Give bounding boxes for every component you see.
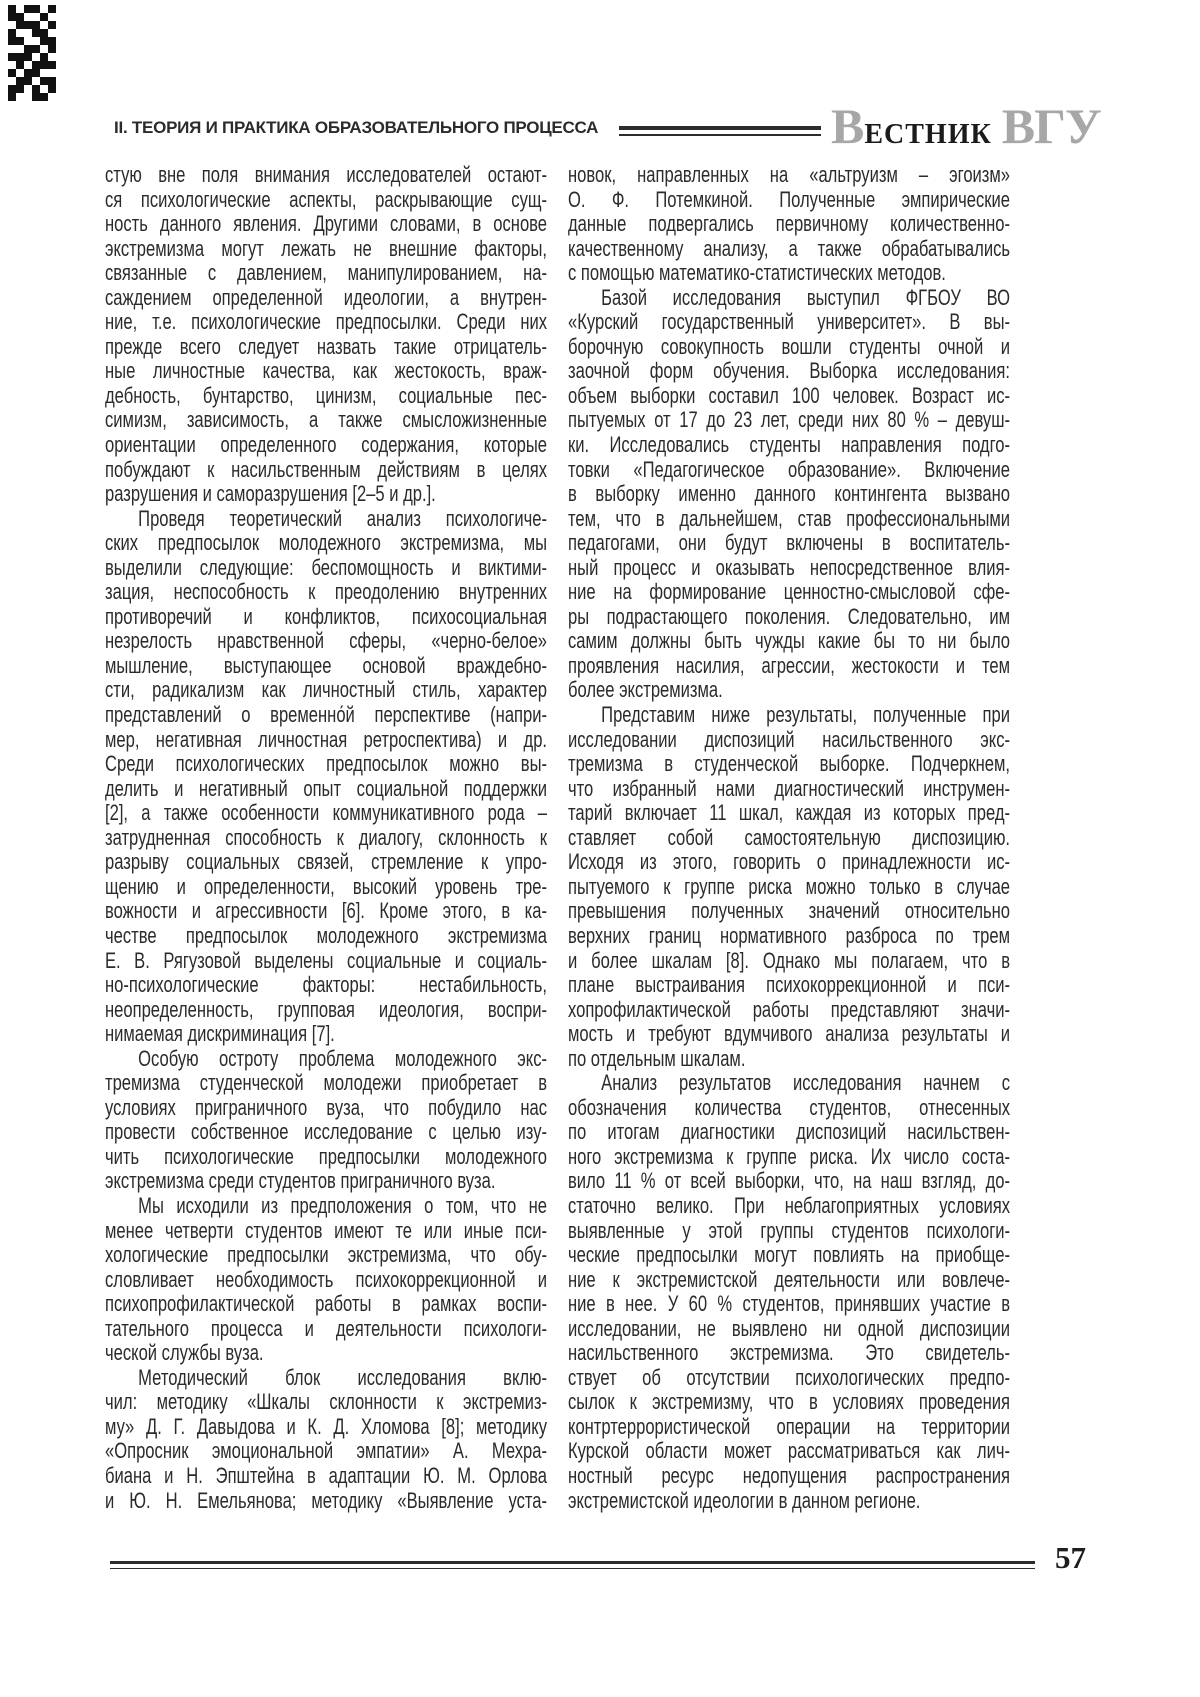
marker-cell [40, 85, 48, 93]
text-line: исследовании диспозиций насильственного экс- [568, 726, 1011, 752]
text-line: ры подрастающего поколения. Следовательно, им [568, 603, 1011, 629]
text-line: неопределенность, групповая идеология, воспри- [105, 996, 548, 1022]
marker-cell [8, 37, 16, 45]
marker-cell [24, 77, 32, 85]
marker-cell [32, 5, 40, 13]
text-column-left [105, 163, 547, 1513]
text-line: хопрофилактической работы представляют значи- [568, 996, 1011, 1022]
text-line: ность данного явления. Другими словами, в основе [105, 211, 548, 237]
marker-cell [24, 93, 32, 101]
marker-cell [40, 21, 48, 29]
text-line: обозначения количества студентов, отнесенных [568, 1094, 1011, 1120]
text-line: разрыву социальных связей, стремление к упро- [105, 849, 548, 875]
marker-cell [32, 77, 40, 85]
marker-cell [8, 13, 16, 21]
marker-cell [16, 21, 24, 29]
text-line: Мы исходили из предположения о том, что не [138, 1192, 548, 1218]
text-line: ся психологические аспекты, раскрывающие сущ- [105, 186, 548, 212]
marker-cell [8, 61, 16, 69]
text-line: пытуемого к группе риска можно только в случае [568, 873, 1011, 899]
marker-cell [24, 53, 32, 61]
text-line: новок, направленных на «альтруизм – эгоизм» [568, 162, 1011, 187]
journal-logo-name: ЕСТНИК [864, 119, 992, 150]
text-line: проявления насилия, агрессии, жестокости и тем [568, 652, 1011, 678]
marker-cell [8, 69, 16, 77]
text-line: О. Ф. Потемкиной. Полученные эмпирические [568, 186, 1011, 212]
text-line: чить психологические предпосылки молодежного [105, 1143, 548, 1169]
text-line: Методический блок исследования вклю- [138, 1364, 548, 1390]
marker-cell [24, 13, 32, 21]
text-line: Курской области может рассматриваться как лич- [568, 1438, 1011, 1464]
text-line: ностный ресурс недопущения распространения [568, 1462, 1011, 1488]
marker-cell [24, 61, 32, 69]
text-line: экстремизма среди студентов приграничного вуза. [105, 1168, 496, 1194]
text-line: дебность, бунтарство, цинизм, социальные пес- [105, 382, 548, 408]
text-line: затрудненная способность к диалогу, склонность к [105, 824, 548, 850]
marker-cell [40, 5, 48, 13]
marker-cell [32, 69, 40, 77]
marker-cell [48, 93, 56, 101]
text-line: вило 11 % от всей выборки, что, на наш взгляд, до- [568, 1168, 1011, 1194]
marker-cell [32, 85, 40, 93]
text-line: данные подвергались первичному количественно- [568, 211, 1011, 237]
marker-cell [16, 37, 24, 45]
text-line: му» Д. Г. Давыдова и К. Д. Хломова [8]; методику [105, 1413, 548, 1439]
text-line: ного экстремизма к группе риска. Их число соста- [568, 1143, 1011, 1169]
text-line: ских предпосылок молодежного экстремизма, мы [105, 530, 548, 556]
text-line: тремизма студенческой молодежи приобретает в [105, 1070, 548, 1096]
marker-cell [24, 29, 32, 37]
header-divider-rule [619, 126, 821, 136]
marker-cell [24, 37, 32, 45]
marker-cell [32, 53, 40, 61]
marker-cell [16, 29, 24, 37]
marker-cell [16, 69, 24, 77]
marker-cell [40, 61, 48, 69]
text-line: выделили следующие: беспомощность и виктими- [105, 554, 548, 580]
text-line: противоречий и конфликтов, психосоциальная [105, 603, 548, 629]
text-line: представлений о временно́й перспективе (напри- [105, 702, 548, 728]
marker-cell [32, 29, 40, 37]
text-line: по итогам диагностики диспозиций насильствен- [568, 1119, 1011, 1145]
text-line: ный процесс и оказывать непосредственное влия- [568, 554, 1011, 580]
marker-cell [24, 5, 32, 13]
text-line: хологические предпосылки экстремизма, что обу- [105, 1242, 548, 1268]
text-line: провести собственное исследование с целью изу- [105, 1119, 548, 1145]
marker-cell [8, 45, 16, 53]
marker-cell [32, 21, 40, 29]
marker-cell [32, 61, 40, 69]
text-line: ки. Исследовались студенты направления подго- [568, 432, 1011, 458]
marker-cell [32, 37, 40, 45]
text-line: Особую остроту проблема молодежного экс- [138, 1045, 548, 1071]
marker-cell [8, 85, 16, 93]
marker-cell [16, 77, 24, 85]
marker-cell [48, 21, 56, 29]
marker-cell [8, 29, 16, 37]
text-line: биана и Н. Эпштейна в адаптации Ю. М. Орлова [105, 1462, 548, 1488]
text-line: самим должны быть чужды какие бы то ни было [568, 628, 1011, 654]
text-line: Базой исследования выступил ФГБОУ ВО [601, 284, 1011, 310]
text-column-right [568, 163, 1010, 1513]
text-line: менее четверти студентов имеют те или иные пси- [105, 1217, 548, 1243]
text-line: ствует об отсутствии психологических предпо- [568, 1364, 1011, 1390]
text-line: ческой службы вуза. [105, 1340, 264, 1366]
text-line: мость и требуют вдумчивого анализа результаты и [568, 1021, 1011, 1047]
text-line: превышения полученных значений относительно [568, 898, 1011, 924]
marker-cell [16, 85, 24, 93]
marker-cell [8, 93, 16, 101]
text-line: побуждают к насильственным действиям в целях [105, 456, 548, 482]
marker-cell [16, 93, 24, 101]
text-line: ние на формирование ценностно-смысловой сфе- [568, 579, 1011, 605]
marker-cell [8, 21, 16, 29]
text-line: Е. В. Рягузовой выделены социальные и социаль- [105, 947, 548, 973]
marker-cell [48, 37, 56, 45]
marker-cell [16, 5, 24, 13]
corner-marker [8, 5, 56, 101]
text-line: ческие предпосылки могут повлиять на приобще- [568, 1242, 1011, 1268]
marker-cell [16, 13, 24, 21]
text-line: психопрофилактической работы в рамках воспи- [105, 1291, 548, 1317]
page-number: 57 [1055, 1540, 1086, 1575]
marker-cell [8, 53, 16, 61]
text-line: чил: методику «Шкалы склонности к экстремиз- [105, 1389, 548, 1415]
marker-cell [8, 77, 16, 85]
marker-cell [40, 53, 48, 61]
text-line: ние в нее. У 60 % студентов, принявших участие в [568, 1291, 1011, 1317]
text-line: Проведя теоретический анализ психологиче- [138, 505, 548, 531]
text-line: Представим ниже результаты, полученные при [601, 702, 1011, 728]
marker-cell [48, 85, 56, 93]
text-line: разрушения и саморазрушения [2–5 и др.]. [105, 481, 436, 507]
marker-cell [24, 69, 32, 77]
marker-cell [40, 13, 48, 21]
text-line: честве предпосылок молодежного экстремизма [105, 922, 548, 948]
text-line: с помощью математико-статистических методов. [568, 260, 946, 286]
text-line: сылок к экстремизму, что в условиях проведения [568, 1389, 1011, 1415]
text-line: но-психологические факторы: нестабильность, [105, 972, 548, 998]
text-line: экстремизма могут лежать не внешние факторы, [105, 235, 548, 261]
marker-cell [48, 29, 56, 37]
marker-cell [8, 5, 16, 13]
text-line: Исходя из этого, говорить о принадлежности ис- [568, 849, 1011, 875]
text-line: контртеррористической операции на территории [568, 1413, 1011, 1439]
text-line: тремизма в студенческой выборке. Подчеркнем, [568, 751, 1011, 777]
text-line: мер, негативная личностная ретроспектива) и др. [105, 726, 548, 752]
text-line: статочно велико. При неблагоприятных условиях [568, 1192, 1011, 1218]
text-line: и более шкалам [8]. Однако мы полагаем, что в [568, 947, 1011, 973]
text-line: тарий включает 11 шкал, каждая из которых пред- [568, 800, 1011, 826]
text-line: что избранный нами диагностический инструмен- [568, 775, 1011, 801]
marker-cell [48, 53, 56, 61]
text-line: педагогами, они будут включены в воспитатель- [568, 530, 1011, 556]
text-line: верхних границ нормативного разброса по трем [568, 922, 1011, 948]
marker-cell [40, 45, 48, 53]
text-line: исследовании, не выявлено ни одной диспозиции [568, 1315, 1011, 1341]
text-line: экстремистской идеологии в данном регионе. [568, 1487, 921, 1513]
marker-cell [40, 93, 48, 101]
text-line: Анализ результатов исследования начнем с [601, 1070, 1011, 1096]
text-line: мышление, выступающее основой враждебно- [105, 652, 548, 678]
text-line: зация, неспособность к преодолению внутренних [105, 579, 548, 605]
text-line: товки «Педагогическое образование». Включение [568, 456, 1011, 482]
journal-logo-initial: В [831, 98, 865, 154]
text-line: незрелость нравственной сферы, «черно-белое» [105, 628, 548, 654]
text-line: ставляет собой самостоятельную диспозицию. [568, 824, 1011, 850]
text-line: симизм, зависимость, а также смысложизненные [105, 407, 548, 433]
text-line: делить и негативный опыт социальной поддержки [105, 775, 548, 801]
text-line: пытуемых от 17 до 23 лет, среди них 80 % – девуш- [568, 407, 1011, 433]
text-line: Среди психологических предпосылок можно вы- [105, 751, 548, 777]
marker-cell [48, 5, 56, 13]
text-line: заочной форм обучения. Выборка исследования: [568, 358, 1011, 384]
marker-cell [24, 21, 32, 29]
marker-cell [32, 13, 40, 21]
journal-logo [831, 98, 1111, 164]
text-line: саждением определенной идеологии, а внутрен- [105, 284, 548, 310]
text-line: словливает необходимость психокоррекционной и [105, 1266, 548, 1292]
text-line: условиях приграничного вуза, что побудило нас [105, 1094, 548, 1120]
text-line: щению и определенности, высокий уровень тре- [105, 873, 548, 899]
marker-cell [16, 53, 24, 61]
marker-cell [16, 61, 24, 69]
text-line: ние к экстремистской деятельности или вовлече- [568, 1266, 1011, 1292]
text-line: прежде всего следует назвать такие отрицатель- [105, 333, 548, 359]
text-line: ориентации определенного содержания, которые [105, 432, 548, 458]
text-line: вожности и агрессивности [6]. Кроме этого, в ка- [105, 898, 548, 924]
marker-cell [48, 13, 56, 21]
text-line: и Ю. Н. Емельянова; методику «Выявление уста- [105, 1487, 548, 1513]
text-line: «Опросник эмоциональной эмпатии» А. Мехра- [105, 1438, 548, 1464]
marker-cell [48, 69, 56, 77]
text-line: ние, т.е. психологические предпосылки. Среди них [105, 309, 548, 335]
text-line: стую вне поля внимания исследователей остают- [105, 162, 548, 187]
marker-cell [32, 93, 40, 101]
marker-cell [40, 77, 48, 85]
text-line: связанные с давлением, манипулированием, на- [105, 260, 548, 286]
text-line: выявленные у этой группы студентов психологи- [568, 1217, 1011, 1243]
text-line: насильственного экстремизма. Это свидетель- [568, 1340, 1011, 1366]
marker-cell [32, 45, 40, 53]
marker-cell [16, 45, 24, 53]
marker-cell [40, 37, 48, 45]
marker-cell [48, 77, 56, 85]
footer-divider-rule [110, 1561, 1035, 1569]
marker-cell [24, 85, 32, 93]
text-line: по отдельным шкалам. [568, 1045, 746, 1071]
text-line: борочную совокупность вошли студенты очной и [568, 333, 1011, 359]
marker-cell [40, 29, 48, 37]
text-line: «Курский государственный университет». В вы- [568, 309, 1011, 335]
text-line: [2], а также особенности коммуникативного рода – [105, 800, 548, 826]
running-head-section-title: II. ТЕОРИЯ И ПРАКТИКА ОБРАЗОВАТЕЛЬНОГО ПРОЦЕССА [114, 118, 599, 137]
text-line: качественному анализу, а также обрабатывались [568, 235, 1011, 261]
text-line: ные личностные качества, как жестокость, враж- [105, 358, 548, 384]
text-line: плане выстраивания психокоррекционной и пси- [568, 972, 1011, 998]
marker-cell [48, 45, 56, 53]
marker-cell [24, 45, 32, 53]
marker-cell [40, 69, 48, 77]
text-line: объем выборки составил 100 человек. Возраст ис- [568, 382, 1011, 408]
text-line: тем, что в дальнейшем, став профессиональными [568, 505, 1011, 531]
journal-logo-abbr: ВГУ [1001, 98, 1101, 154]
text-line: нимаемая дискриминация [7]. [105, 1021, 335, 1047]
marker-cell [48, 61, 56, 69]
text-line: в выборку именно данного контингента вызвано [568, 481, 1011, 507]
text-line: тательного процесса и деятельности психологи- [105, 1315, 548, 1341]
text-line: более экстремизма. [568, 677, 723, 703]
text-line: сти, радикализм как личностный стиль, характер [105, 677, 548, 703]
